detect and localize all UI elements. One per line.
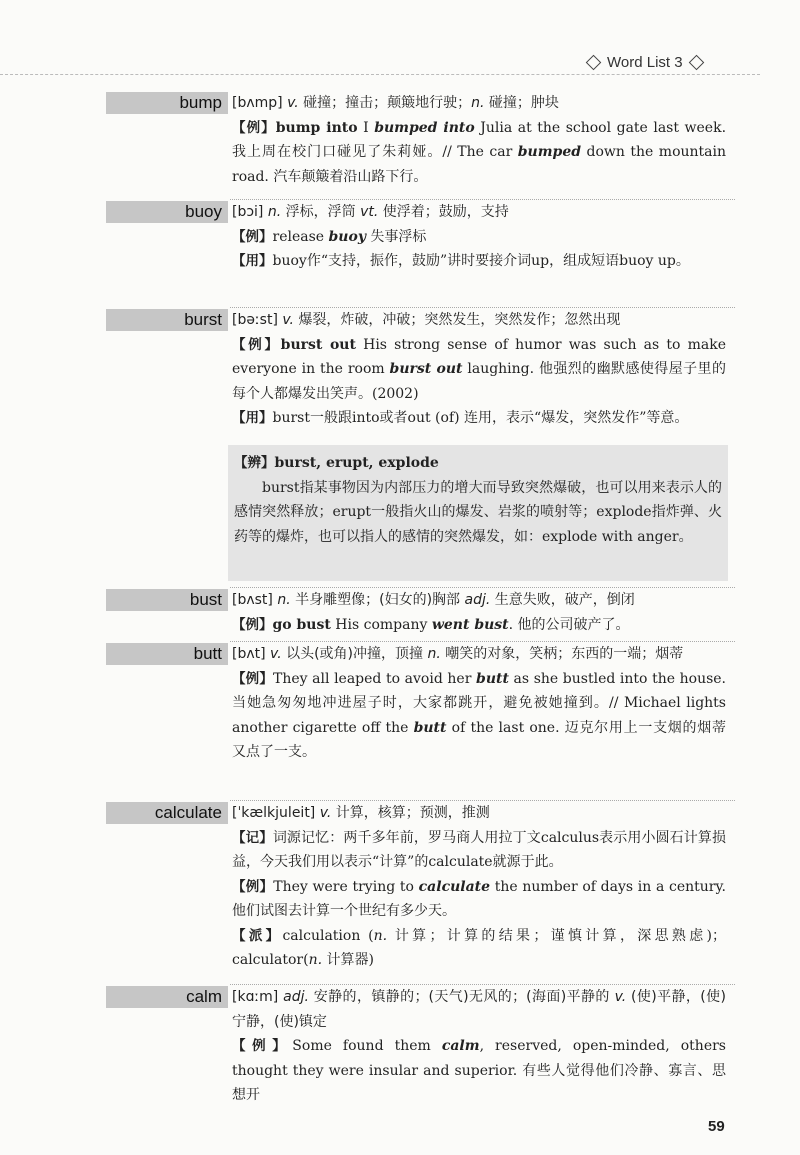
- definition: [bʌmp] v. 碰撞；撞击；颠簸地行驶；n. 碰撞；肿块: [232, 95, 559, 111]
- definition: [ˈkælkjuleit] v. 计算，核算；预测，推测: [232, 805, 490, 821]
- page-number: 59: [708, 1118, 725, 1135]
- distinction-body: burst指某事物因为内部压力的增大而导致突然爆破，也可以用来表示人的感情突然释放；erupt一般指火山的爆发、岩浆的喷射等；explode指炸弹、火药等的爆炸，也可以指人的感情的突然爆发，如：explode with anger。: [234, 479, 722, 545]
- headword-calculate: calculate: [106, 802, 228, 824]
- memory-note: 【记】词源记忆：两千多年前，罗马商人用拉丁文calculus表示用小圆石计算损益，今天我们用以表示“计算”的calculate就源于此。: [232, 829, 727, 870]
- definition: [kɑːm] adj. 安静的，镇静的；(天气)无风的；(海面)平静的 v. (使)平静，(使)宁静，(使)镇定: [232, 989, 726, 1030]
- diamond-icon: [688, 54, 704, 70]
- headword-bump: bump: [106, 92, 228, 114]
- entry-bump: [232, 91, 726, 189]
- definition: [bʌst] n. 半身雕塑像；(妇女的)胸部 adj. 生意失败，破产，倒闭: [232, 592, 635, 608]
- entry-butt: [232, 642, 726, 765]
- headword-buoy: buoy: [106, 201, 228, 223]
- example: 【例】burst out His strong sense of humor was such as to make everyone in the room burst out laughing. 他强烈的幽默感使得屋子里的每个人都爆发出笑声。(2002): [232, 336, 726, 402]
- headword-bust: bust: [106, 589, 228, 611]
- header-divider: [0, 74, 760, 75]
- headword-butt: butt: [106, 643, 228, 665]
- definition: [bəːst] v. 爆裂，炸破，冲破；突然发生，突然发作；忽然出现: [232, 312, 621, 328]
- distinction-box: 【辨】burst, erupt, explode burst指某事物因为内部压力的增大而导致突然爆破，也可以用来表示人的感情突然释放；erupt一般指火山的爆发、岩浆的喷射等；explode指炸弹、火药等的爆炸，也可以指人的感情的突然爆发，如：explode with anger。: [228, 445, 728, 581]
- derivatives: 【派】calculation (n. 计算；计算的结果；谨慎计算，深思熟虑)；calculator(n. 计算器): [232, 927, 726, 968]
- entry-calm: [232, 985, 726, 1103]
- definition: [bʌt] v. 以头(或角)冲撞，顶撞 n. 嘲笑的对象，笑柄；东西的一端；烟蒂: [232, 646, 684, 662]
- distinction-title: burst, erupt, explode: [274, 455, 439, 471]
- example: 【例】go bust His company went bust. 他的公司破产了。: [232, 616, 630, 633]
- running-header: [584, 50, 734, 74]
- headword-calm: calm: [106, 986, 228, 1008]
- diamond-icon: [586, 54, 602, 70]
- example: 【例】Some found them calm, reserved, open-minded, others thought they were insular and superior. 有些人觉得他们冷静、寡言、思想开: [232, 1038, 726, 1103]
- headword-burst: burst: [106, 309, 228, 331]
- definition: [bɔi] n. 浮标，浮筒 vt. 使浮着；鼓励，支持: [232, 204, 509, 220]
- entry-burst: [232, 308, 726, 431]
- usage-note: 【用】burst一般跟into或者out (of) 连用，表示“爆发，突然发作”等意。: [232, 410, 689, 426]
- entry-bust: [232, 588, 726, 637]
- example: 【例】bump into I bumped into Julia at the school gate last week. 我上周在校门口碰见了朱莉娅。// The car bumped down the mountain road. 汽车颠簸着沿山路下行。: [232, 119, 727, 185]
- header-title: Word List 3: [607, 53, 683, 71]
- entry-buoy: [232, 200, 726, 274]
- example: 【例】release buoy 失事浮标: [232, 228, 427, 245]
- example: 【例】They were trying to calculate the number of days in a century. 他们试图去计算一个世纪有多少天。: [232, 878, 727, 919]
- usage-note: 【用】buoy作“支持，振作，鼓励”讲时要接介词up，组成短语buoy up。: [232, 253, 690, 269]
- entry-calculate: [232, 801, 726, 973]
- example: 【例】They all leaped to avoid her butt as she bustled into the house. 当她急匆匆地冲进屋子时，大家都跳开，避免被她撞到。// Michael lights another cigarette off the butt of the last one. 迈克尔用上一支烟的烟蒂又点了一支。: [232, 670, 727, 760]
